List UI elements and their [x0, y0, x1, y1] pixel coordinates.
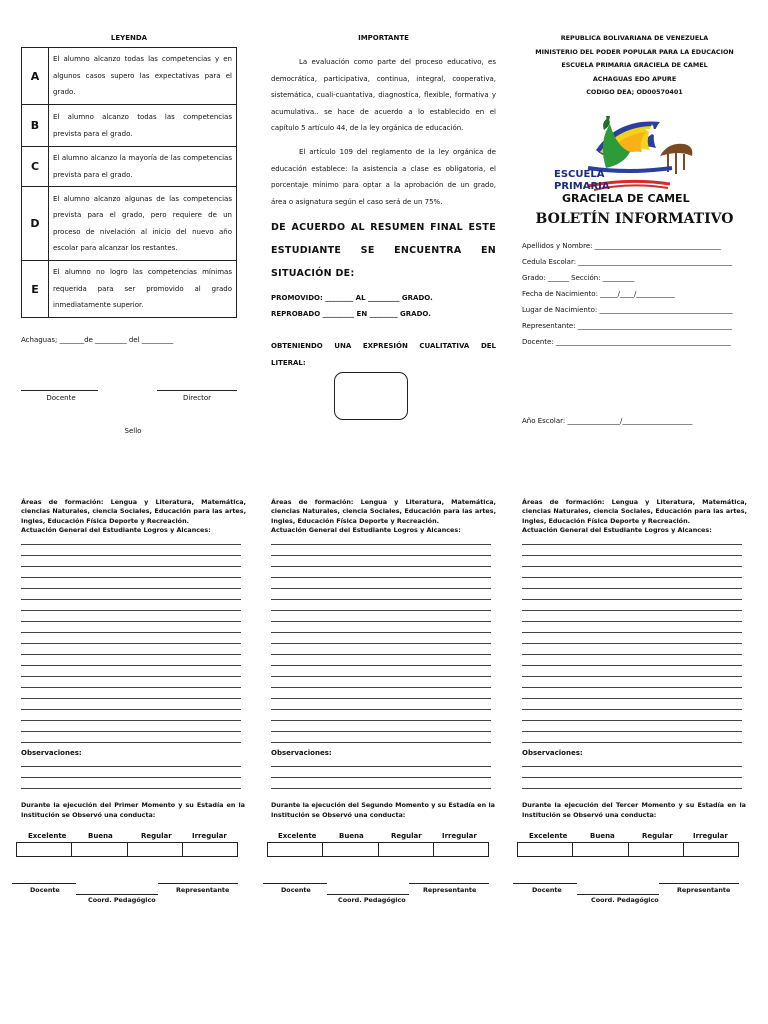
- logo-line1: ESCUELA: [554, 169, 605, 180]
- header-line: MINISTERIO DEL PODER POPULAR PARA LA EDUCACION: [535, 47, 734, 56]
- field-apellidos-nombre[interactable]: Apellidos y Nombre: ____________________________________: [522, 242, 721, 250]
- field-representante[interactable]: Representante: ____________________________________________: [522, 322, 732, 330]
- place-date-line: Achaguas; _______de _________ del _________: [21, 336, 174, 344]
- field-lugar-nacimiento[interactable]: Lugar de Nacimiento: ______________________________________: [522, 306, 733, 314]
- conduct-irregular: Irregular: [192, 832, 227, 840]
- representante-label-3: Representante: [677, 886, 731, 894]
- areas-text: Áreas de formación: Lengua y Literatura, Matemática, ciencias Naturales, ciencia Sociales, Educación para las artes, Ingles, Educación Física Deporte y Recreación.: [271, 498, 496, 525]
- legend-letter: A: [22, 48, 49, 105]
- sello-label: Sello: [124, 427, 142, 435]
- important-title: IMPORTANTE: [358, 34, 409, 42]
- director-signature-line: [157, 390, 237, 391]
- conduct-cell[interactable]: [17, 843, 72, 857]
- moment-text-3: Durante la ejecución del Tercer Momento y su Estadía en la Institución se Observó una conducta:: [522, 801, 746, 819]
- legend-description: El alumno alcanzo todas las competencias prevista para el grado.: [49, 105, 237, 147]
- coord-label-1: Coord. Pedagógico: [88, 896, 156, 904]
- header-line: ACHAGUAS EDO APURE: [592, 74, 677, 83]
- conduct-regular: Regular: [141, 832, 172, 840]
- legend-description: El alumno alcanzo todas las competencias y en algunos casos supero las expectativas para el grado.: [49, 48, 237, 105]
- attendance-paragraph: El artículo 109 del reglamento de la ley orgánica de educación establece: la asistencia a clase es obligatoria, el porcentaje mínimo para optar a la aprobación de un grado, área o asignatura según el caso será de un 75%.: [271, 148, 496, 206]
- conduct-cell[interactable]: [182, 843, 237, 857]
- conduct-regular: Regular: [642, 832, 673, 840]
- field-anio-escolar[interactable]: Año Escolar: _______________/____________________: [522, 417, 693, 425]
- logo-school-name: GRACIELA DE CAMEL: [562, 192, 690, 204]
- areas-text: Áreas de formación: Lengua y Literatura, Matemática, ciencias Naturales, ciencia Sociales, Educación para las artes, Ingles, Educación Física Deporte y Recreación.: [21, 498, 246, 525]
- evaluation-paragraph: La evaluación como parte del proceso educativo, es democrática, participativa, continua, integral, cooperativa, sistemática, cuali-cuantativa, diagnostica, flexible, formativa y acumulativa.. se hace de acuerdo a lo establecido en el capítulo 5 artículo 44, de la ley orgánica de educación.: [271, 58, 496, 132]
- conduct-table-3: [517, 842, 739, 857]
- legend-description: El alumno no logro las competencias mínimas requerida para ser promovido al grado inmediatamente superior.: [49, 261, 237, 318]
- legend-description: El alumno alcanzo la mayoría de las competencias prevista para el grado.: [49, 147, 237, 187]
- docente-label-3: Docente: [532, 886, 562, 894]
- coord-label-2: Coord. Pedagógico: [338, 896, 406, 904]
- conduct-cell[interactable]: [683, 843, 738, 857]
- areas-text: Áreas de formación: Lengua y Literatura, Matemática, ciencias Naturales, ciencia Sociales, Educación para las artes, Ingles, Educación Física Deporte y Recreación.: [522, 498, 747, 525]
- conduct-buena: Buena: [88, 832, 113, 840]
- conduct-cell[interactable]: [268, 843, 323, 857]
- moment-text-2: Durante la ejecución del Segundo Momento y su Estadía en la Institución se Observó una conducta:: [271, 801, 495, 819]
- moment-text-1: Durante la ejecución del Primer Momento y su Estadía en la Institución se Observó una conducta:: [21, 801, 245, 819]
- legend-row: [22, 147, 237, 187]
- header-line: CODIGO DEA; OD00570401: [586, 88, 683, 96]
- conduct-cell[interactable]: [433, 843, 488, 857]
- conduct-cell[interactable]: [378, 843, 433, 857]
- conduct-cell[interactable]: [127, 843, 182, 857]
- field-grado-seccion[interactable]: Grado: ______ Sección: _________: [522, 274, 635, 282]
- docente-label-2: Docente: [281, 886, 311, 894]
- legend-row: [22, 261, 237, 318]
- conduct-irregular: Irregular: [442, 832, 477, 840]
- literal-expression-label: OBTENIENDO UNA EXPRESIÓN CUALITATIVA DEL LITERAL:: [271, 342, 496, 367]
- docente-label-1: Docente: [30, 886, 60, 894]
- field-docente[interactable]: Docente: __________________________________________________: [522, 338, 731, 346]
- conduct-cell[interactable]: [518, 843, 573, 857]
- director-label: Director: [182, 394, 212, 402]
- institution-header: [522, 32, 747, 100]
- reprobado-line: REPROBADO _________ EN ________ GRADO.: [271, 310, 431, 318]
- legend-letter: D: [22, 187, 49, 261]
- legend-row: [22, 187, 237, 261]
- boletin-title: BOLETÍN INFORMATIVO: [535, 211, 734, 227]
- school-logo: [548, 112, 708, 204]
- areas-formacion-3: [522, 498, 747, 535]
- representante-label-2: Representante: [423, 886, 477, 894]
- legend-row: [22, 105, 237, 147]
- observaciones-label-1: Observaciones:: [21, 749, 82, 757]
- legend-row: [22, 48, 237, 105]
- conduct-excelente: Excelente: [28, 832, 67, 840]
- actuacion-label: Actuación General del Estudiante Logros y Alcances:: [21, 525, 211, 534]
- legend-description: El alumno alcanzo algunas de las competencias prevista para el grado, pero requiere de un proceso de nivelación al inicio del nuevo año escolar para alcanzar los restantes.: [49, 187, 237, 261]
- legend-letter: E: [22, 261, 49, 318]
- areas-formacion-2: [271, 498, 496, 535]
- conduct-excelente: Excelente: [529, 832, 568, 840]
- observaciones-label-3: Observaciones:: [522, 749, 583, 757]
- areas-formacion-1: [21, 498, 246, 535]
- docente-signature-line: [21, 390, 98, 391]
- header-line: ESCUELA PRIMARIA GRACIELA DE CAMEL: [561, 61, 708, 69]
- conduct-buena: Buena: [590, 832, 615, 840]
- conduct-cell[interactable]: [323, 843, 378, 857]
- literal-box[interactable]: [334, 372, 408, 420]
- final-summary-heading: DE ACUERDO AL RESUMEN FINAL ESTE ESTUDIANTE SE ENCUENTRA EN SITUACIÓN DE:: [271, 222, 496, 279]
- coord-label-3: Coord. Pedagógico: [591, 896, 659, 904]
- field-fecha-nacimiento[interactable]: Fecha de Nacimiento: _____/____/___________: [522, 290, 675, 298]
- conduct-excelente: Excelente: [278, 832, 317, 840]
- legend-title: LEYENDA: [110, 34, 148, 42]
- conduct-buena: Buena: [339, 832, 364, 840]
- docente-label: Docente: [46, 394, 76, 402]
- header-line: REPUBLICA BOLIVARIANA DE VENEZUELA: [560, 34, 709, 42]
- conduct-table-2: [267, 842, 489, 857]
- observaciones-label-2: Observaciones:: [271, 749, 332, 757]
- conduct-cell[interactable]: [628, 843, 683, 857]
- actuacion-label: Actuación General del Estudiante Logros y Alcances:: [271, 525, 461, 534]
- conduct-cell[interactable]: [573, 843, 628, 857]
- actuacion-label: Actuación General del Estudiante Logros y Alcances:: [522, 525, 712, 534]
- field-cedula-escolar[interactable]: Cedula Escolar: ____________________________________________: [522, 258, 733, 266]
- conduct-table-1: [16, 842, 238, 857]
- logo-line2: PRIMARIA: [554, 181, 610, 192]
- legend-table: [21, 47, 237, 318]
- legend-letter: C: [22, 147, 49, 187]
- legend-letter: B: [22, 105, 49, 147]
- conduct-cell[interactable]: [72, 843, 127, 857]
- representante-label-1: Representante: [176, 886, 230, 894]
- conduct-irregular: Irregular: [693, 832, 728, 840]
- promovido-line: PROMOVIDO: ________ AL _________ GRADO.: [271, 294, 433, 302]
- conduct-regular: Regular: [391, 832, 422, 840]
